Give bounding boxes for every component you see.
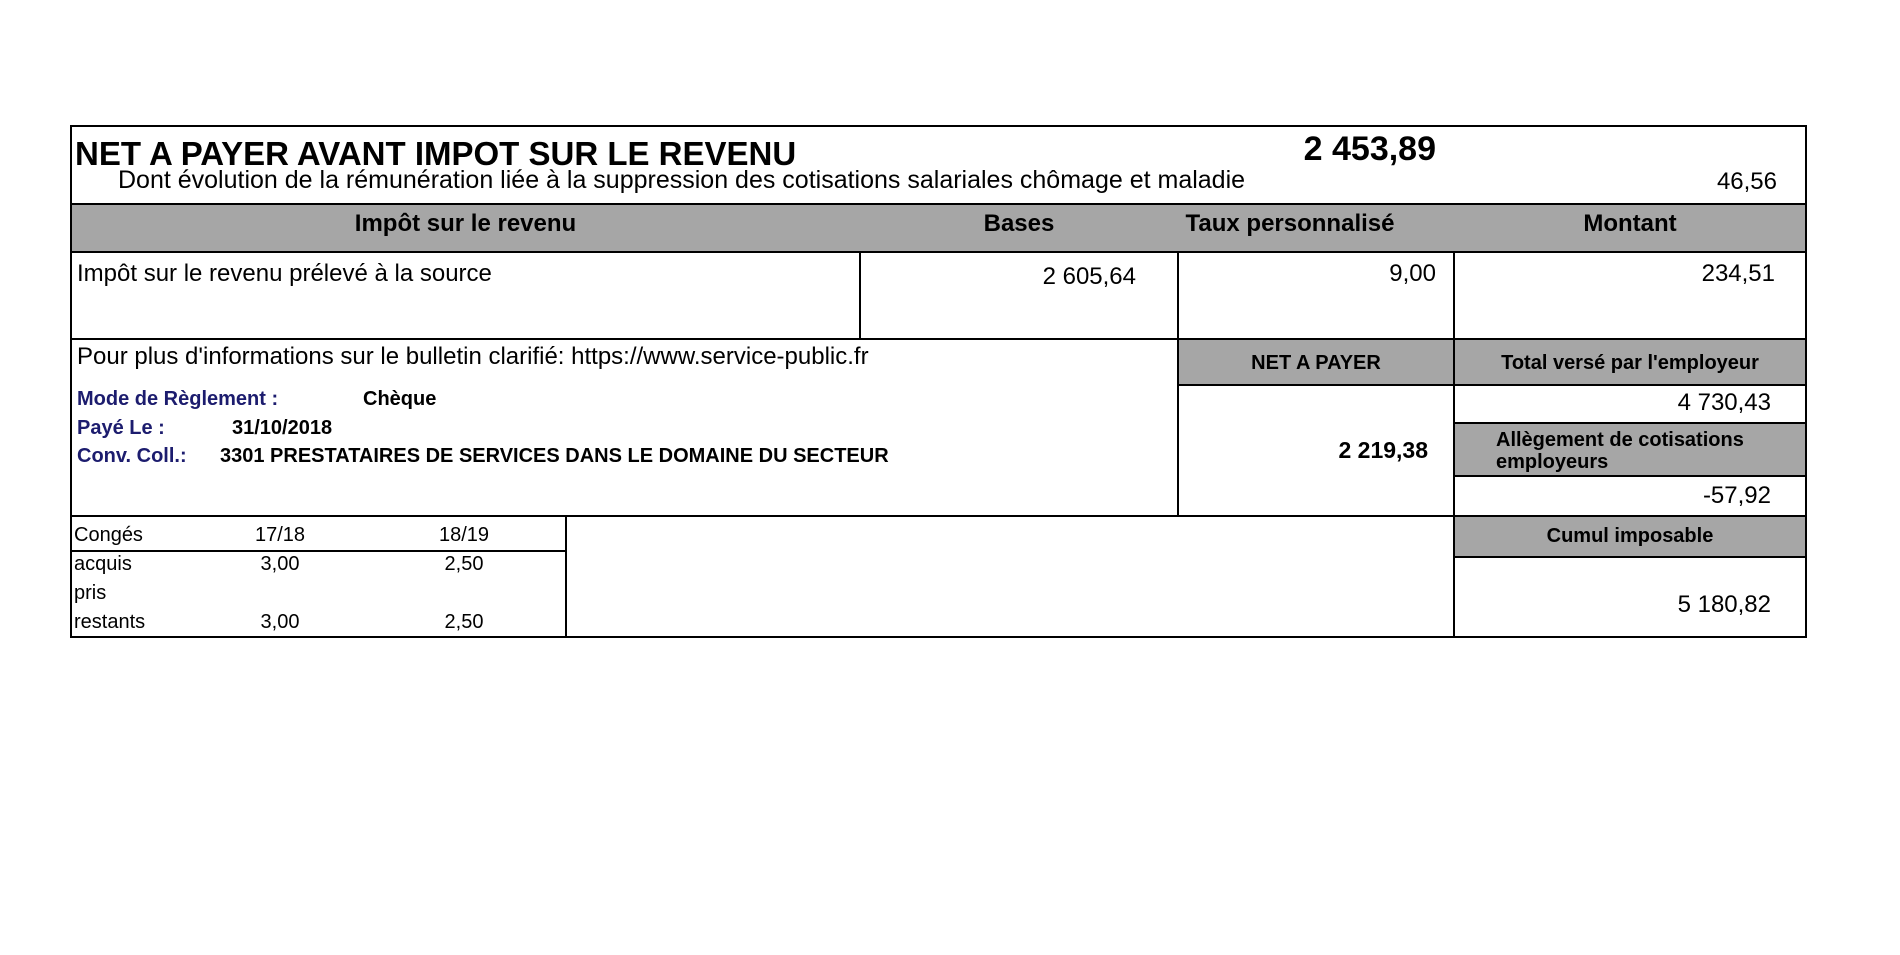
col-header-amount: Montant	[1583, 210, 1677, 237]
info-link[interactable]: Pour plus d'informations sur le bulletin clarifié: https://www.service-public.fr	[77, 343, 869, 370]
leave-row-value: 3,00	[260, 553, 300, 575]
tax-row-rate: 9,00	[1389, 260, 1436, 287]
leave-header-1718: 17/18	[254, 524, 306, 546]
tax-row-label: Impôt sur le revenu prélevé à la source	[77, 260, 492, 287]
paid-on-label: Payé Le :	[77, 417, 165, 439]
cumul-taxable-label: Cumul imposable	[1546, 525, 1714, 547]
rule-v-bases-left	[859, 252, 861, 339]
relief-label-line1: Allègement de cotisations	[1496, 429, 1744, 451]
leave-row-value: 3,00	[260, 611, 300, 633]
leave-header-label: Congés	[74, 524, 143, 546]
leave-row-label: pris	[74, 582, 107, 604]
frame-left	[70, 125, 72, 638]
cumul-taxable-value: 5 180,82	[1677, 591, 1771, 618]
conv-coll-label: Conv. Coll.:	[77, 445, 187, 467]
rule-net-label-bottom	[1178, 384, 1807, 386]
leave-row-label: acquis	[74, 553, 132, 575]
leave-row-label: restants	[74, 611, 146, 633]
net-to-pay-value: 2 219,38	[1338, 437, 1428, 463]
evolution-subtitle: Dont évolution de la rémunération liée à la suppression des cotisations salariales chômage et maladie	[118, 166, 1246, 194]
frame-top	[70, 125, 1807, 127]
rule-header-top	[70, 203, 1807, 205]
total-employer-label: Total versé par l'employeur	[1501, 352, 1759, 374]
total-employer-value: 4 730,43	[1677, 389, 1771, 416]
col-header-rate: Taux personnalisé	[1185, 210, 1395, 237]
net-to-pay-label: NET A PAYER	[1251, 352, 1381, 374]
net-before-tax-amount: 2 453,89	[1303, 130, 1436, 168]
frame-bottom	[70, 636, 1807, 638]
leave-row-value: 2,50	[444, 611, 484, 633]
tax-row-base: 2 605,64	[1042, 263, 1136, 290]
leave-header-1819: 18/19	[438, 524, 490, 546]
frame-right	[1805, 125, 1807, 638]
rule-total-value-bottom	[1454, 422, 1807, 424]
col-header-bases: Bases	[983, 210, 1055, 237]
conv-coll-value: 3301 PRESTATAIRES DE SERVICES DANS LE DOMAINE DU SECTEUR	[220, 445, 889, 467]
relief-value: -57,92	[1702, 482, 1771, 509]
rule-relief-label-bottom	[1454, 475, 1807, 477]
rule-leave-header-bottom	[70, 550, 566, 552]
rule-info-bottom	[70, 515, 1807, 517]
paid-on-value: 31/10/2018	[232, 417, 333, 439]
rule-cumul-label-bottom	[1454, 556, 1807, 558]
payment-mode-value: Chèque	[363, 388, 437, 410]
rule-v-amount-left	[1453, 252, 1455, 637]
rule-header-bottom	[70, 251, 1807, 253]
relief-label-line2: employeurs	[1496, 451, 1609, 473]
rule-tax-row-bottom	[70, 338, 1807, 340]
rule-v-rate-left	[1177, 252, 1179, 516]
col-header-income-tax: Impôt sur le revenu	[354, 210, 577, 237]
payment-mode-label: Mode de Règlement :	[77, 388, 279, 410]
tax-row-amount: 234,51	[1701, 260, 1775, 287]
page-title: NET A PAYER AVANT IMPOT SUR LE REVENU	[75, 135, 797, 172]
rule-v-leave-right	[565, 515, 567, 637]
evolution-amount: 46,56	[1716, 168, 1777, 195]
leave-row-value: 2,50	[444, 553, 484, 575]
